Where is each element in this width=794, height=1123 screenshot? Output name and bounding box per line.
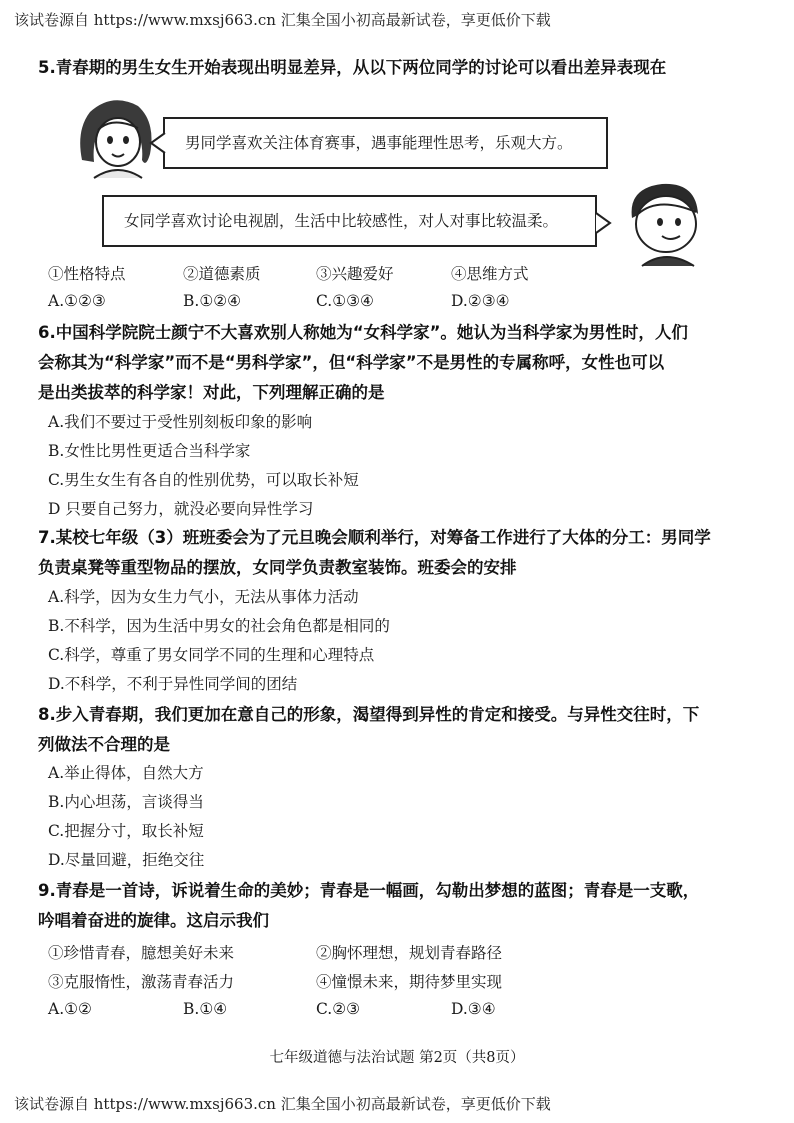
choice-a: A.科学，因为女生力气小，无法从事体力活动 [48, 588, 359, 606]
question-8-stem: 8.步入青春期，我们更加在意自己的形象，渴望得到异性的肯定和接受。与异性交往时，下 列做法不合理的是 [38, 705, 700, 754]
question-7-stem: 7.某校七年级（3）班班委会为了元旦晚会顺利举行，对筹备工作进行了大体的分工：男同学 负责桌凳等重型物品的摆放，女同学负责教室装饰。班委会的安排 [38, 528, 711, 577]
question-9-choices [48, 1000, 568, 1022]
source-banner-bottom: 该试卷源自 https://www.mxsj663.cn 汇集全国小初高最新试卷，享更低价下载 [14, 1095, 551, 1113]
choice-a: A.举止得体，自然大方 [48, 764, 204, 782]
speech-bubble-text: 男同学喜欢关注体育赛事，遇事能理性思考，乐观大方。 [185, 134, 573, 152]
choice-c: C.②③ [316, 1000, 361, 1018]
question-5-stem: 5.青春期的男生女生开始表现出明显差异，从以下两位同学的讨论可以看出差异表现在 [38, 58, 667, 77]
question-6-choices [48, 408, 359, 524]
question-8-choices [48, 759, 204, 875]
choice-c: C.①③④ [316, 292, 374, 310]
question-9-items-row-1 [48, 941, 608, 963]
choice-d: D.③④ [451, 1000, 496, 1018]
item-2: ②道德素质 [183, 265, 261, 283]
boy-cartoon-icon [618, 178, 714, 268]
choice-d: D 只要自己努力，就没必要向异性学习 [48, 500, 314, 518]
item-1: ①珍惜青春，臆想美好未来 [48, 944, 235, 962]
question-7-choices [48, 583, 390, 699]
choice-d: D.尽量回避，拒绝交往 [48, 851, 205, 869]
choice-a: A.我们不要过于受性别刻板印象的影响 [48, 413, 313, 431]
bubble-tail [594, 212, 612, 234]
choice-a: A.①②③ [48, 292, 106, 310]
choice-d: D.②③④ [451, 292, 510, 310]
choice-a: A.①② [48, 1000, 92, 1018]
choice-b: B.①②④ [183, 292, 242, 310]
question-6-stem: 6.中国科学院院士颜宁不大喜欢别人称她为“女科学家”。她认为当科学家为男性时，人们 会称其为“科学家”而不是“男科学家”，但“科学家”不是男性的专属称呼，女性也可以 是出类拔萃的科学家！对此，下列理解正确的是 [38, 323, 688, 402]
speech-bubble-male-traits [163, 117, 608, 169]
choice-b: B.不科学，因为生活中男女的社会角色都是相同的 [48, 617, 390, 635]
question-5-choices [48, 292, 568, 314]
item-4: ④思维方式 [451, 265, 529, 283]
item-2: ②胸怀理想，规划青春路径 [316, 944, 503, 962]
question-9-items-row-2 [48, 970, 608, 992]
question-5-items [48, 262, 568, 284]
bubble-tail [149, 132, 167, 154]
source-banner-top: 该试卷源自 https://www.mxsj663.cn 汇集全国小初高最新试卷，享更低价下载 [14, 11, 551, 29]
question-9-stem: 9.青春是一首诗，诉说着生命的美妙；青春是一幅画，勾勒出梦想的蓝图；青春是一支歌， 吟唱着奋进的旋律。这启示我们 [38, 881, 700, 930]
choice-b: B.内心坦荡，言谈得当 [48, 793, 204, 811]
item-1: ①性格特点 [48, 265, 126, 283]
page-footer: 七年级道德与法治试题 第2页（共8页） [269, 1050, 525, 1066]
choice-c: C.把握分寸，取长补短 [48, 822, 204, 840]
speech-bubble-female-traits [102, 195, 597, 247]
choice-c: C.男生女生有各自的性别优势，可以取长补短 [48, 471, 359, 489]
item-3: ③克服惰性，激荡青春活力 [48, 973, 235, 991]
choice-b: B.①④ [183, 1000, 228, 1018]
choice-c: C.科学，尊重了男女同学不同的生理和心理特点 [48, 646, 375, 664]
speech-bubble-text: 女同学喜欢讨论电视剧，生活中比较感性，对人对事比较温柔。 [124, 212, 559, 230]
choice-d: D.不科学，不利于异性同学间的团结 [48, 675, 298, 693]
choice-b: B.女性比男性更适合当科学家 [48, 442, 251, 460]
item-3: ③兴趣爱好 [316, 265, 394, 283]
item-4: ④憧憬未来，期待梦里实现 [316, 973, 503, 991]
